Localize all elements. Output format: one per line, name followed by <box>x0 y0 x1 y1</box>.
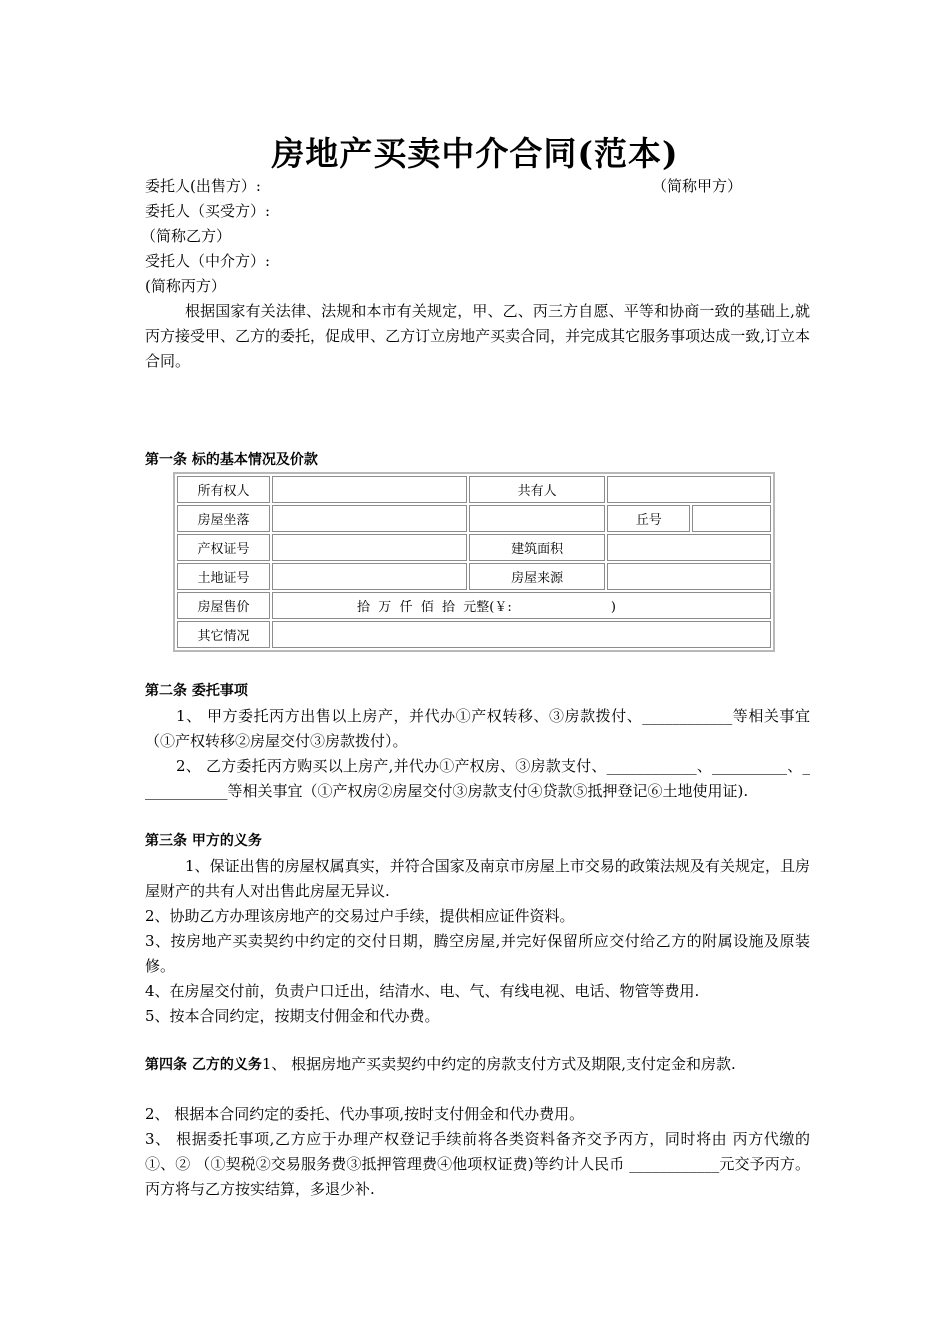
buyer-label: 委托人（买受方）: <box>145 202 271 220</box>
other-field <box>272 621 771 648</box>
other-label: 其它情况 <box>177 621 270 648</box>
land-cert-label: 土地证号 <box>177 563 270 590</box>
co-owner-label: 共有人 <box>469 476 605 503</box>
hill-no-label: 丘号 <box>607 505 690 532</box>
article4-item1: 1、 根据房地产买卖契约中约定的房款支付方式及期限,支付定金和房款. <box>261 1055 736 1073</box>
article2-item2: 2、 乙方委托丙方购买以上房产,并代办①产权房、③房款支付、____________、__________、____________等相关事宜（①产权房②房屋交付③房款支付④贷款⑤抵押登记⑥土地使用证). <box>145 757 810 800</box>
agent-short: (简称丙方） <box>145 277 226 295</box>
article3-item5: 5、按本合同约定，按期支付佣金和代办费。 <box>145 1007 440 1025</box>
table-row <box>177 563 771 590</box>
article1-heading: 第一条 标的基本情况及价款 <box>145 452 318 468</box>
area-label: 建筑面积 <box>469 534 605 561</box>
preamble: 根据国家有关法律、法规和本市有关规定，甲、乙、丙三方自愿、平等和协商一致的基础上,就丙方接受甲、乙方的委托，促成甲、乙方订立房地产买卖合同，并完成其它服务事项达成一致,订立本合同。 <box>145 302 810 370</box>
price-field: 拾 万 仟 佰 拾 元整(￥: ) <box>272 592 771 619</box>
agent-label: 受托人（中介方）: <box>145 252 271 270</box>
location-label: 房屋坐落 <box>177 505 270 532</box>
article3-item3: 3、按房地产买卖契约中约定的交付日期，腾空房屋,并完好保留所应交付给乙方的附属设施及原装修。 <box>145 932 810 975</box>
co-owner-field <box>607 476 771 503</box>
article4-item3: 3、 根据委托事项,乙方应于办理产权登记手续前将各类资料备齐交予丙方，同时将由 丙方代缴的 ①、② （①契税②交易服务费③抵押管理费④他项权证费)等约计人民币 ____________元交予丙方。丙方将与乙方按实结算，多退少补. <box>145 1130 810 1198</box>
table-row <box>177 621 771 648</box>
article3-item2: 2、协助乙方办理该房地产的交易过户手续，提供相应证件资料。 <box>145 907 575 925</box>
seller-short: （简称甲方） <box>652 177 743 195</box>
article3-item1: 1、保证出售的房屋权属真实，并符合国家及南京市房屋上市交易的政策法规及有关规定，且房屋财产的共有人对出售此房屋无异议. <box>145 857 810 900</box>
location-field <box>272 505 467 532</box>
price-label: 房屋售价 <box>177 592 270 619</box>
source-field <box>607 563 771 590</box>
buyer-short: （简称乙方） <box>141 227 232 245</box>
land-cert-field <box>272 563 467 590</box>
cert-no-field <box>272 534 467 561</box>
article2-item1: 1、 甲方委托丙方出售以上房产，并代办①产权转移、③房款拨付、____________等相关事宜（①产权转移②房屋交付③房款拨付）。 <box>145 707 810 750</box>
table-row <box>177 505 771 532</box>
area-field <box>607 534 771 561</box>
table-row <box>177 534 771 561</box>
cert-no-label: 产权证号 <box>177 534 270 561</box>
table-row <box>177 592 771 619</box>
source-label: 房屋来源 <box>469 563 605 590</box>
page-title: 房地产买卖中介合同(范本) <box>271 134 679 173</box>
location-field-2 <box>469 505 605 532</box>
owner-label: 所有权人 <box>177 476 270 503</box>
article4-item1-line <box>145 1052 810 1078</box>
article4-heading: 第四条 乙方的义务 <box>145 1057 262 1073</box>
article3-item4: 4、在房屋交付前，负责户口迁出，结清水、电、气、有线电视、电话、物管等费用. <box>145 982 700 1000</box>
owner-field <box>272 476 467 503</box>
seller-label: 委托人(出售方）: <box>145 177 261 195</box>
article2-heading: 第二条 委托事项 <box>145 683 248 699</box>
table-row <box>177 476 771 503</box>
article3-heading: 第三条 甲方的义务 <box>145 833 262 849</box>
hill-no-field <box>692 505 771 532</box>
property-info-table <box>173 472 775 652</box>
article4-item2: 2、 根据本合同约定的委托、代办事项,按时支付佣金和代办费用。 <box>145 1105 585 1123</box>
